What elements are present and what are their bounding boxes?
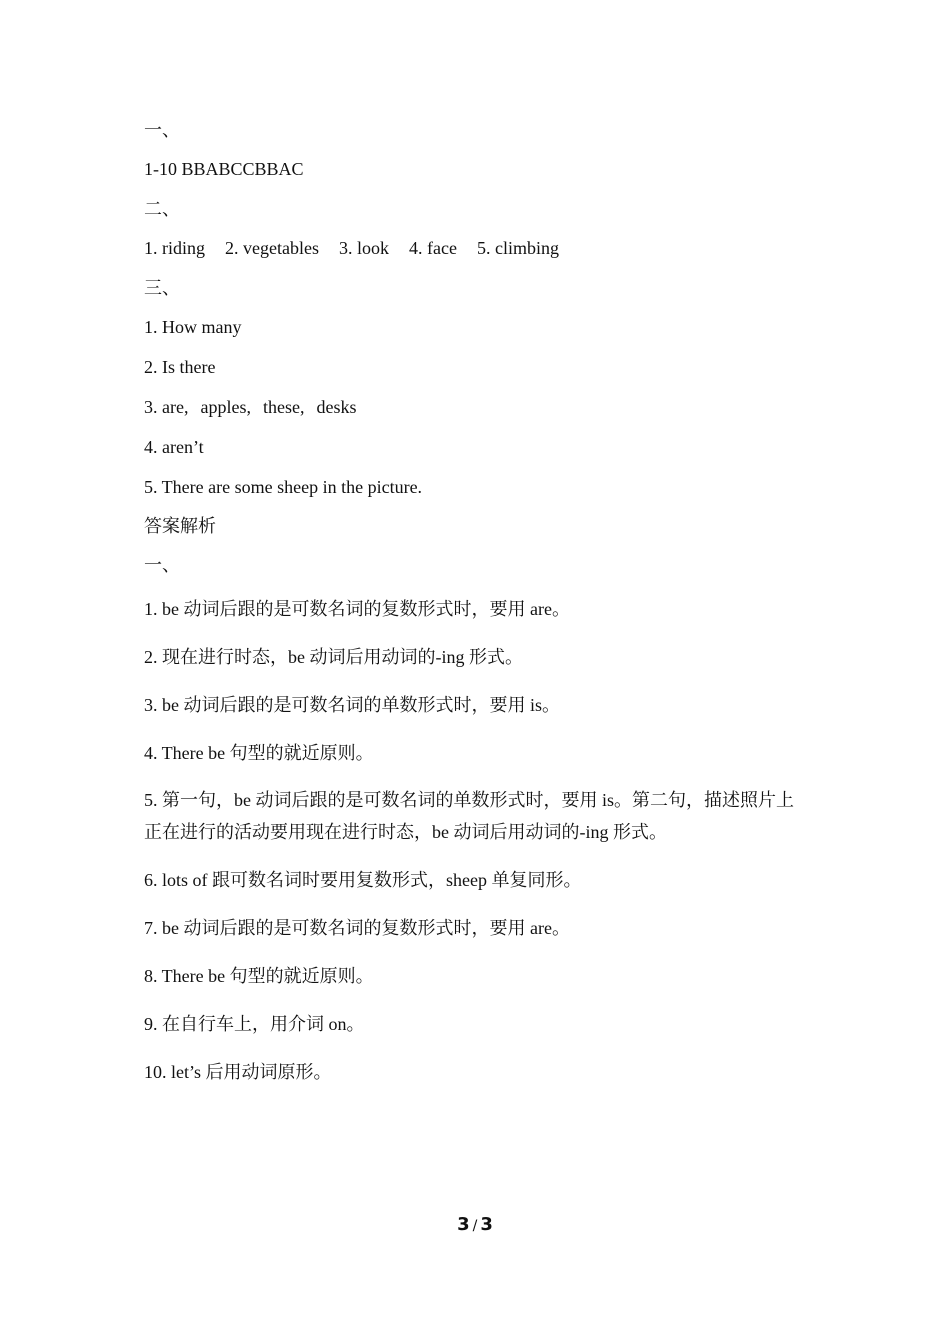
analysis-item: 3. be 动词后跟的是可数名词的单数形式时，要用 is。 — [144, 695, 560, 715]
section-1-answers: 1-10 BBABCCBBAC — [144, 159, 304, 179]
answer-item: 1. riding — [144, 238, 205, 258]
answer-item: 3. look — [338, 238, 389, 258]
answer-item: 4. face — [408, 238, 457, 258]
section-1-heading: 一、 — [144, 120, 180, 140]
answer-item: 5. climbing — [476, 238, 559, 258]
analysis-item: 8. There be 句型的就近原则。 — [144, 966, 374, 986]
total-pages: 3 — [480, 1214, 493, 1235]
analysis-item: 6. lots of 跟可数名词时要用复数形式，sheep 单复同形。 — [144, 870, 582, 890]
analysis-item: 7. be 动词后跟的是可数名词的复数形式时，要用 are。 — [144, 918, 570, 938]
answer-item: 2. vegetables — [225, 238, 319, 258]
analysis-item: 10. let’s 后用动词原形。 — [144, 1062, 332, 1082]
section-3-item: 4. aren’t — [144, 437, 204, 457]
page-number — [0, 1214, 950, 1235]
analysis-item: 1. be 动词后跟的是可数名词的复数形式时，要用 are。 — [144, 599, 570, 619]
section-3-heading: 三、 — [144, 278, 180, 298]
section-3-item: 5. There are some sheep in the picture. — [144, 477, 423, 497]
current-page: 3 — [457, 1214, 470, 1235]
analysis-item: 4. There be 句型的就近原则。 — [144, 743, 374, 763]
section-2-heading: 二、 — [144, 199, 180, 219]
section-2-answers — [144, 237, 559, 259]
section-3-item: 1. How many — [144, 317, 242, 337]
analysis-item: 5. 第一句，be 动词后跟的是可数名词的单数形式时，要用 is。第二句，描述照片上正在进行的活动要用现在进行时态，be 动词后用动词的-ing 形式。 — [144, 790, 794, 842]
analysis-item: 9. 在自行车上，用介词 on。 — [144, 1014, 365, 1034]
section-3-item: 2. Is there — [144, 357, 216, 377]
analysis-section-1-heading: 一、 — [144, 555, 180, 575]
analysis-title: 答案解析 — [144, 516, 216, 536]
section-3-item: 3. are, apples, these, desks — [144, 397, 357, 417]
page-separator: / — [472, 1218, 478, 1234]
analysis-item: 2. 现在进行时态，be 动词后用动词的-ing 形式。 — [144, 647, 523, 667]
